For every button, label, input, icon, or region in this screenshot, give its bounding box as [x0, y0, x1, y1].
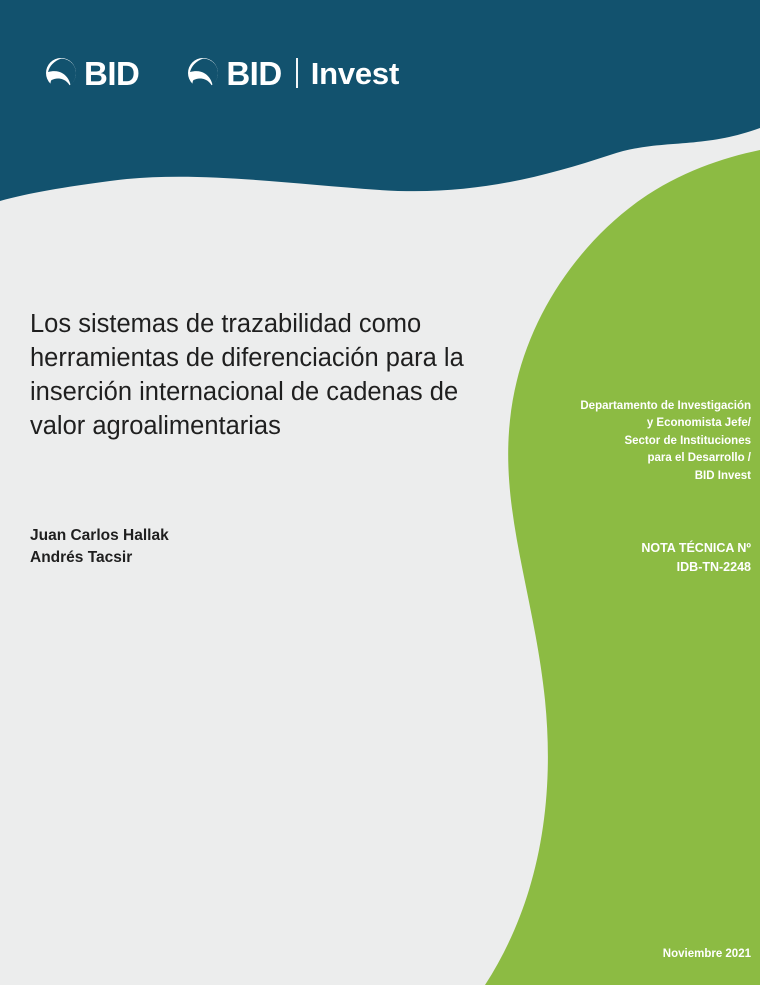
author-list	[30, 525, 430, 570]
bid-globe-icon	[187, 57, 219, 89]
bid-globe-icon	[45, 57, 77, 89]
department-line: y Economista Jefe/	[646, 417, 751, 430]
logo-bid-invest	[187, 54, 400, 92]
page-title: Los sistemas de trazabilidad como herramientas de diferenciación para la inserción internacional de cadenas de valor agroalimentarias	[30, 310, 464, 440]
logo-divider	[296, 58, 298, 88]
note-number: IDB-TN-2248	[676, 560, 751, 574]
author-name: Andrés Tacsir	[30, 549, 133, 567]
logo-bid-invest-text: BID	[226, 54, 282, 92]
logo-row	[45, 50, 399, 96]
logo-bid	[45, 54, 140, 92]
department-block	[471, 398, 751, 485]
logo-invest-text: Invest	[310, 55, 400, 91]
department-line: para el Desarrollo /	[647, 452, 751, 465]
department-line: Sector de Instituciones	[624, 434, 751, 447]
technical-note-block	[471, 539, 751, 577]
logo-bid-text: BID	[84, 54, 140, 92]
department-line: BID Invest	[694, 469, 751, 482]
note-label: NOTA TÉCNICA Nº	[641, 541, 751, 555]
publication-date: Noviembre 2021	[662, 948, 751, 960]
author-name: Juan Carlos Hallak	[30, 527, 169, 544]
department-line: Departamento de Investigación	[580, 400, 751, 412]
